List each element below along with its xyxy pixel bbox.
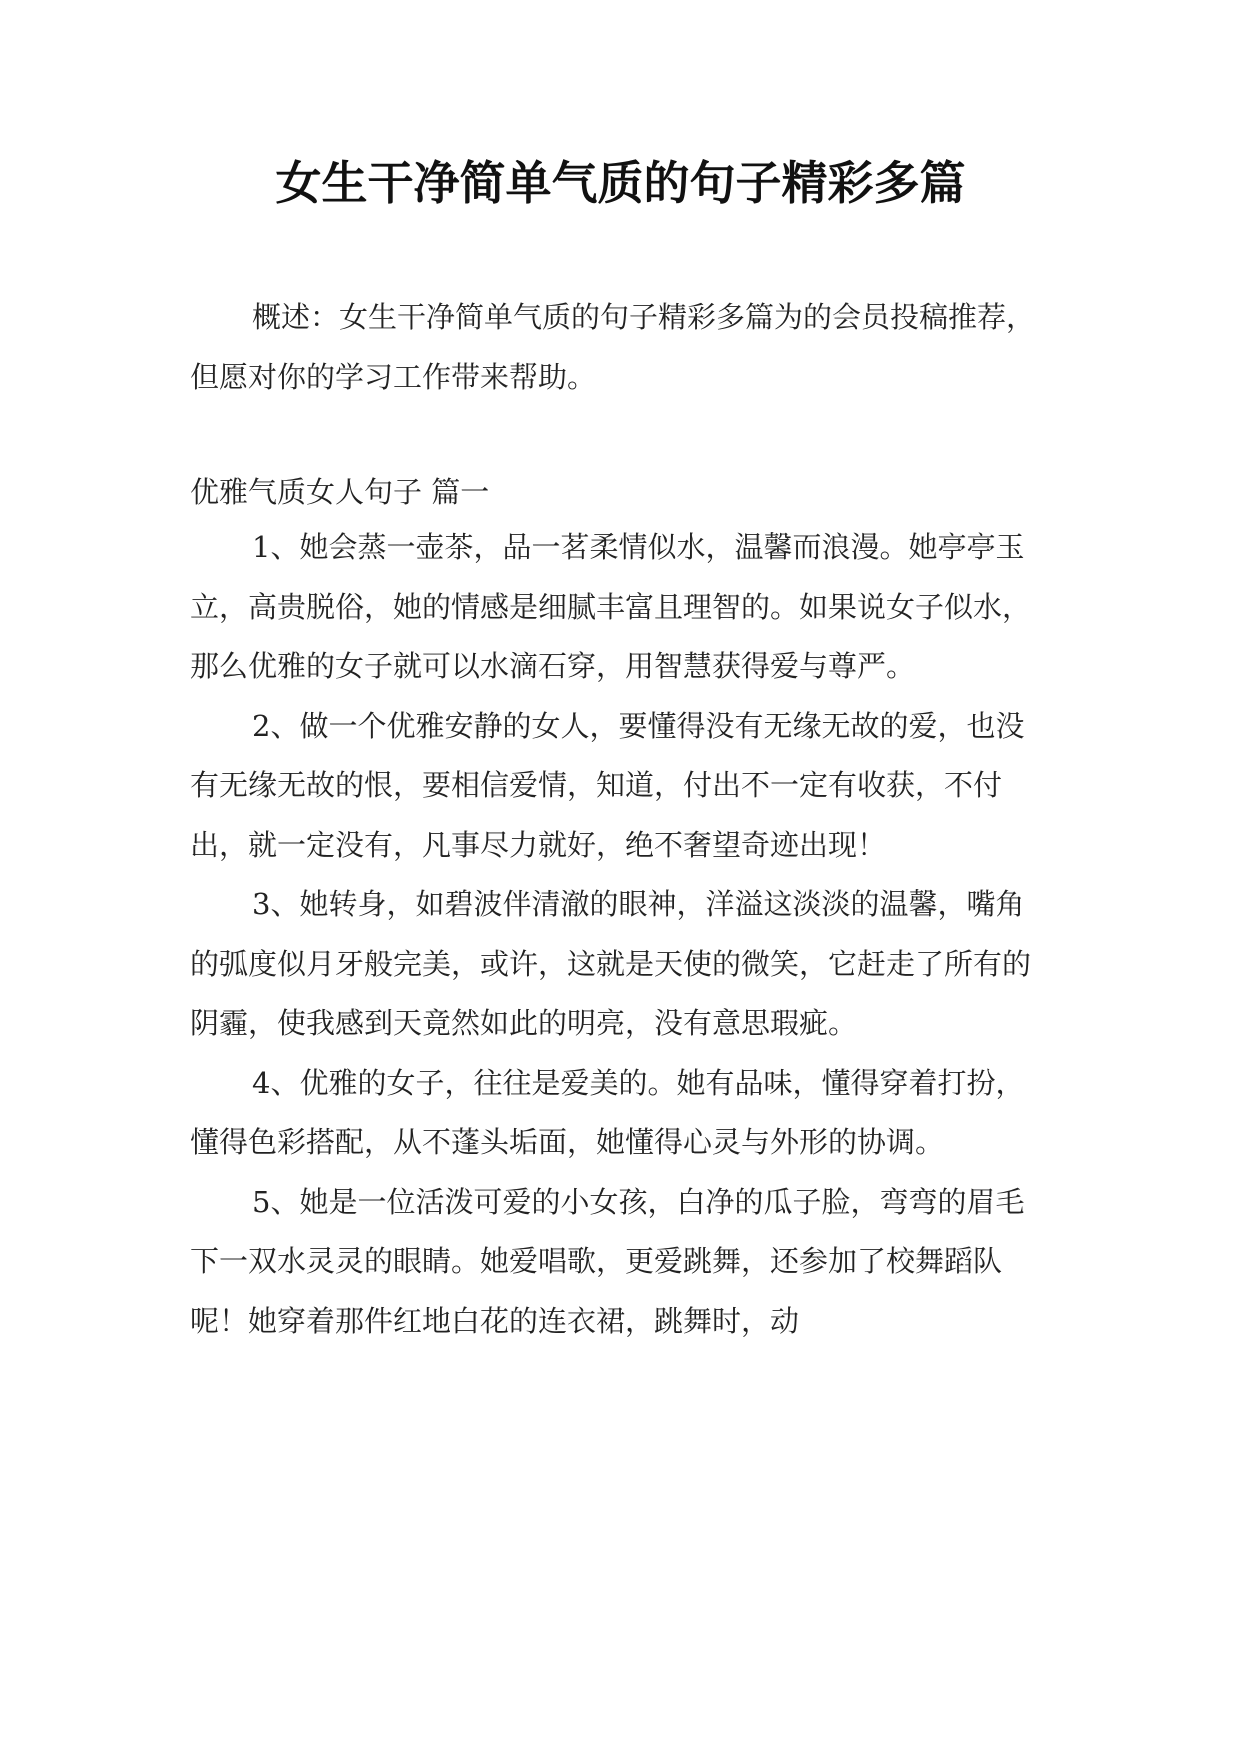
summary-paragraph: 概述：女生干净简单气质的句子精彩多篇为的会员投稿推荐，但愿对你的学习工作带来帮助。 (190, 300, 1036, 394)
list-item: 4、优雅的女子，往往是爱美的。她有品味，懂得穿着打扮，懂得色彩搭配，从不蓬头垢面，她懂得心灵与外形的协调。 (190, 1065, 1025, 1159)
list-item: 2、做一个优雅安静的女人，要懂得没有无缘无故的爱，也没有无缘无故的恨，要相信爱情，知道，付出不一定有收获，不付出，就一定没有，凡事尽力就好，绝不奢望奇迹出现！ (190, 708, 1025, 862)
list-item: 3、她转身，如碧波伴清澈的眼神，洋溢这淡淡的温馨，嘴角的弧度似月牙般完美，或许，这就是天使的微笑，它赶走了所有的阴霾，使我感到天竟然如此的明亮，没有意思瑕疵。 (190, 887, 1032, 1040)
item-list (190, 518, 1050, 1351)
list-item: 5、她是一位活泼可爱的小女孩，白净的瓜子脸，弯弯的眉毛下一双水灵灵的眼睛。她爱唱歌，更爱跳舞，还参加了校舞蹈队呢！她穿着那件红地白花的连衣裙，跳舞时，动 (190, 1184, 1025, 1338)
section-heading: 优雅气质女人句子 篇一 (190, 475, 490, 509)
document-title: 女生干净简单气质的句子精彩多篇 (275, 156, 966, 210)
list-item: 1、她会蒸一壶茶，品一茗柔情似水，温馨而浪漫。她亭亭玉立，高贵脱俗，她的情感是细腻丰富且理智的。如果说女子似水，那么优雅的女子就可以水滴石穿，用智慧获得爱与尊严。 (190, 530, 1032, 683)
